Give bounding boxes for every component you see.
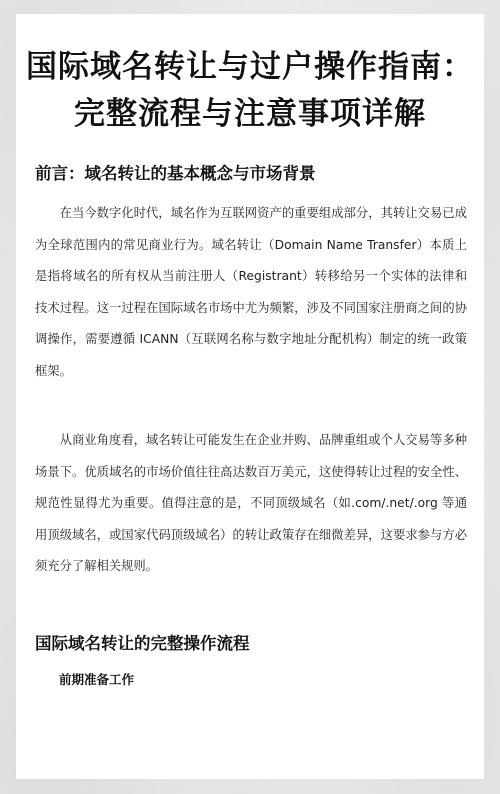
subsection-heading-preparation: 前期准备工作 — [59, 672, 135, 687]
section-heading-process: 国际域名转让的完整操作流程 — [35, 634, 250, 653]
paragraph: 从商业角度看，域名转让可能发生在企业并购、品牌重组或个人交易等多种场景下。优质域名的市场价值往往高达数百万美元，这使得转让过程的安全性、规范性显得尤为重要。值得注意的是，不同顶级域名（如.com/.net/.org 等通用顶级域名，或国家代码顶级域名）的转让政策存在细微差异，这要求参与方必须充分了解相关规则。 — [35, 433, 467, 574]
paragraph: 在当今数字化时代，域名作为互联网资产的重要组成部分，其转让交易已成为全球范围内的常见商业行为。域名转让（Domain Name Transfer）本质上是指将域名的所有权从当前注册人（Registrant）转移给另一个实体的法律和技术过程。这一过程在国际域名市场中尤为频繁，涉及不同国家注册商之间的协调操作，需要遵循 ICANN（互联网名称与数字地址分配机构）制定的统一政策框架。 — [35, 206, 467, 378]
document-page — [16, 14, 484, 779]
page-title: 国际域名转让与过户操作指南：完整流程与注意事项详解 — [26, 49, 474, 132]
section-heading-preface: 前言：域名转让的基本概念与市场背景 — [35, 164, 316, 183]
